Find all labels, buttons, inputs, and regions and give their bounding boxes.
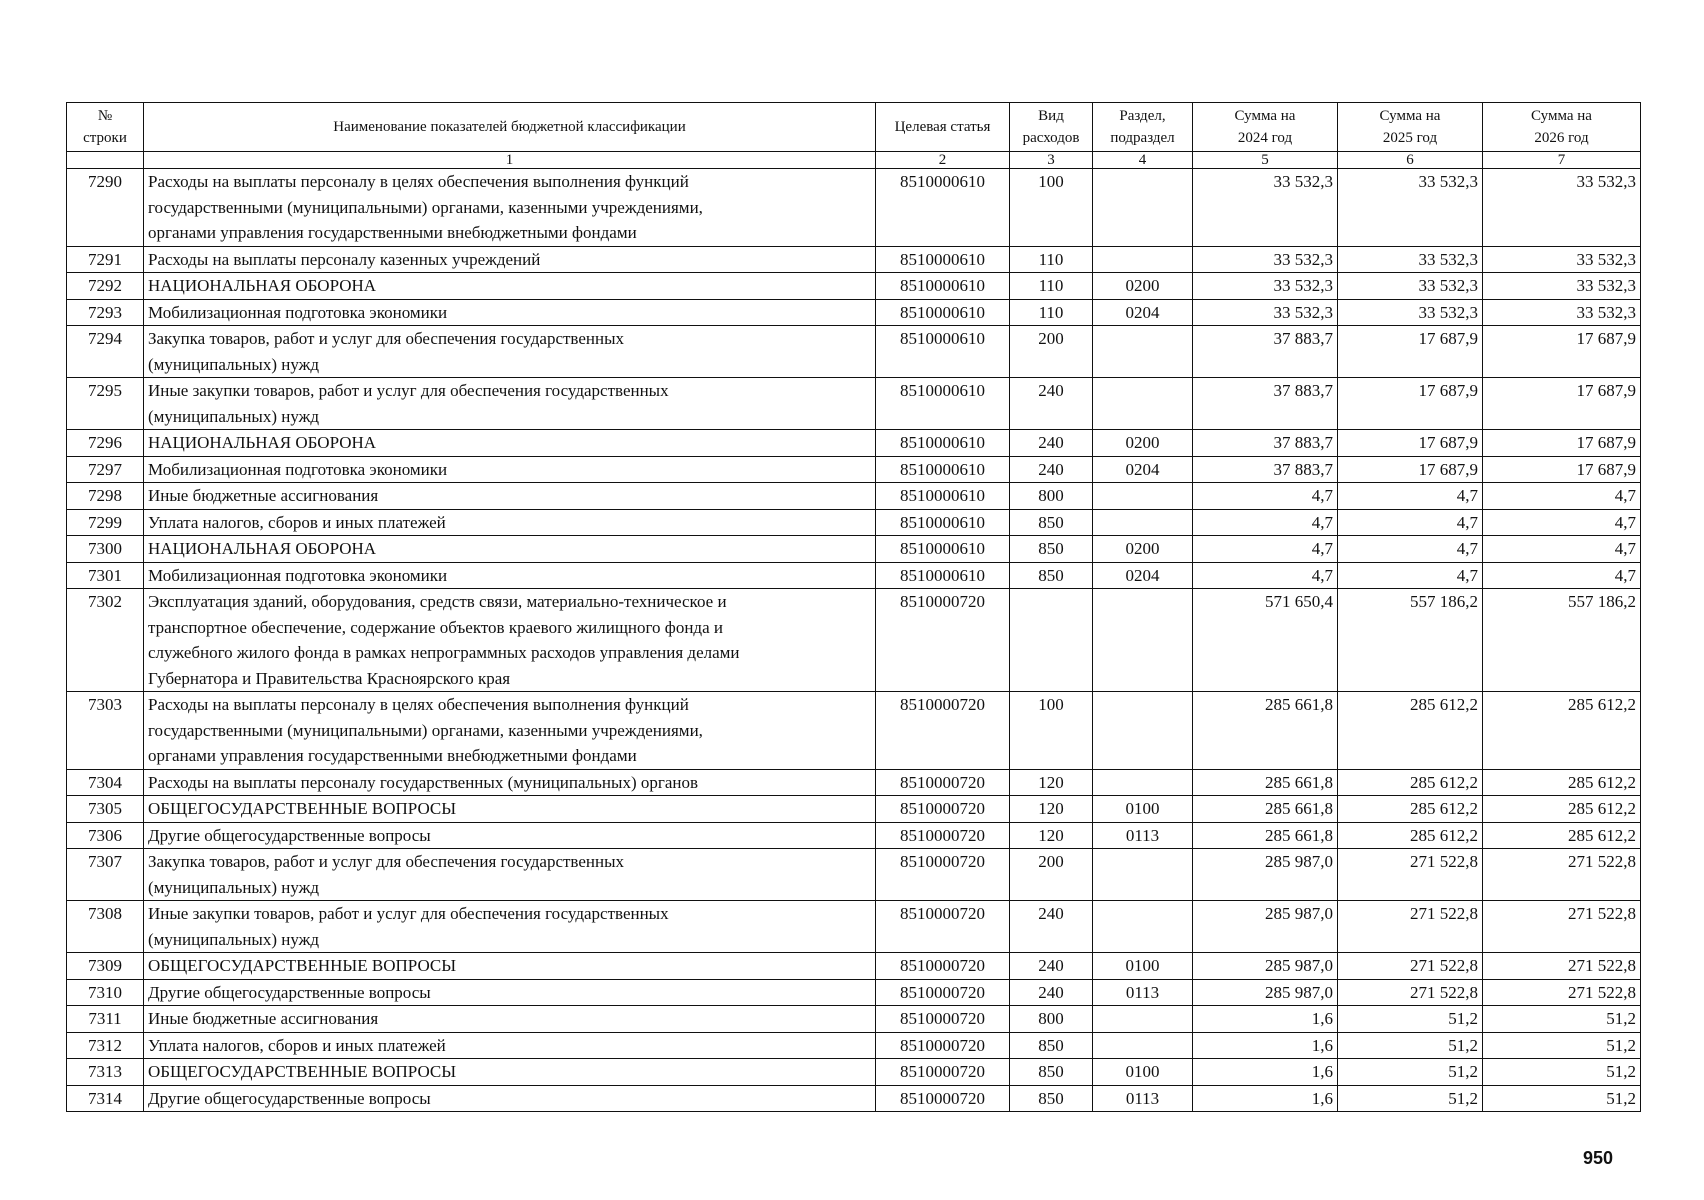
header-sum-2025 xyxy=(1338,103,1483,152)
amount-2026: 285 612,2 xyxy=(1483,796,1641,823)
column-number: 6 xyxy=(1338,152,1483,169)
target-article: 8510000610 xyxy=(876,246,1010,273)
row-number: 7307 xyxy=(67,849,144,901)
target-article: 8510000720 xyxy=(876,849,1010,901)
target-article: 8510000720 xyxy=(876,1006,1010,1033)
amount-2026: 33 532,3 xyxy=(1483,169,1641,247)
amount-2026: 285 612,2 xyxy=(1483,692,1641,770)
column-number: 7 xyxy=(1483,152,1641,169)
target-article: 8510000610 xyxy=(876,299,1010,326)
amount-2025: 51,2 xyxy=(1338,1059,1483,1086)
row-number: 7304 xyxy=(67,769,144,796)
row-number: 7298 xyxy=(67,483,144,510)
expense-type: 850 xyxy=(1010,1032,1093,1059)
expense-type: 120 xyxy=(1010,769,1093,796)
indicator-name: Расходы на выплаты персоналу государственных (муниципальных) органов xyxy=(144,769,876,796)
amount-2024: 285 987,0 xyxy=(1193,849,1338,901)
amount-2025: 271 522,8 xyxy=(1338,849,1483,901)
amount-2025: 33 532,3 xyxy=(1338,273,1483,300)
amount-2026: 4,7 xyxy=(1483,509,1641,536)
indicator-name: Уплата налогов, сборов и иных платежей xyxy=(144,509,876,536)
table-row xyxy=(67,1032,1641,1059)
amount-2025: 33 532,3 xyxy=(1338,246,1483,273)
table-row xyxy=(67,509,1641,536)
amount-2024: 37 883,7 xyxy=(1193,430,1338,457)
table-row xyxy=(67,589,1641,692)
amount-2024: 285 987,0 xyxy=(1193,979,1338,1006)
expense-type: 110 xyxy=(1010,299,1093,326)
amount-2025: 4,7 xyxy=(1338,509,1483,536)
target-article: 8510000720 xyxy=(876,901,1010,953)
header-expense-type xyxy=(1010,103,1093,152)
section-code: 0100 xyxy=(1093,953,1193,980)
column-number xyxy=(67,152,144,169)
target-article: 8510000610 xyxy=(876,326,1010,378)
table-row xyxy=(67,430,1641,457)
amount-2025: 271 522,8 xyxy=(1338,901,1483,953)
amount-2024: 37 883,7 xyxy=(1193,456,1338,483)
indicator-name: Другие общегосударственные вопросы xyxy=(144,822,876,849)
indicator-name: Иные закупки товаров, работ и услуг для обеспечения государственных (муниципальных) нужд xyxy=(144,901,876,953)
indicator-name: Мобилизационная подготовка экономики xyxy=(144,456,876,483)
amount-2024: 4,7 xyxy=(1193,562,1338,589)
column-number: 1 xyxy=(144,152,876,169)
header-expense-type-text: Вид расходов xyxy=(1022,108,1080,146)
table-row xyxy=(67,769,1641,796)
row-number: 7292 xyxy=(67,273,144,300)
row-number: 7294 xyxy=(67,326,144,378)
indicator-name: Закупка товаров, работ и услуг для обеспечения государственных (муниципальных) нужд xyxy=(144,849,876,901)
indicator-name: Иные бюджетные ассигнования xyxy=(144,483,876,510)
expense-type: 240 xyxy=(1010,901,1093,953)
expense-type: 110 xyxy=(1010,246,1093,273)
table-row xyxy=(67,1059,1641,1086)
section-code: 0200 xyxy=(1093,273,1193,300)
amount-2024: 571 650,4 xyxy=(1193,589,1338,692)
target-article: 8510000610 xyxy=(876,273,1010,300)
header-sum-2024 xyxy=(1193,103,1338,152)
indicator-name: Мобилизационная подготовка экономики xyxy=(144,562,876,589)
column-number-row xyxy=(67,152,1641,169)
amount-2025: 557 186,2 xyxy=(1338,589,1483,692)
target-article: 8510000720 xyxy=(876,692,1010,770)
amount-2024: 285 661,8 xyxy=(1193,692,1338,770)
table-row xyxy=(67,901,1641,953)
amount-2025: 17 687,9 xyxy=(1338,456,1483,483)
indicator-name: Расходы на выплаты персоналу в целях обеспечения выполнения функций государственными (муниципальными) органами, казенными учреждениями, органами управления государственными внебюджетными фондами xyxy=(144,692,876,770)
column-number: 2 xyxy=(876,152,1010,169)
section-code xyxy=(1093,326,1193,378)
section-code xyxy=(1093,246,1193,273)
table-row xyxy=(67,562,1641,589)
amount-2024: 285 987,0 xyxy=(1193,901,1338,953)
header-row-number xyxy=(67,103,144,152)
expense-type: 240 xyxy=(1010,378,1093,430)
header-row xyxy=(67,103,1641,152)
row-number: 7312 xyxy=(67,1032,144,1059)
target-article: 8510000720 xyxy=(876,589,1010,692)
amount-2026: 51,2 xyxy=(1483,1006,1641,1033)
row-number: 7300 xyxy=(67,536,144,563)
table-row xyxy=(67,456,1641,483)
expense-type: 100 xyxy=(1010,692,1093,770)
indicator-name: Закупка товаров, работ и услуг для обеспечения государственных (муниципальных) нужд xyxy=(144,326,876,378)
expense-type: 800 xyxy=(1010,483,1093,510)
column-number: 5 xyxy=(1193,152,1338,169)
expense-type: 100 xyxy=(1010,169,1093,247)
target-article: 8510000720 xyxy=(876,979,1010,1006)
amount-2025: 4,7 xyxy=(1338,562,1483,589)
row-number: 7302 xyxy=(67,589,144,692)
amount-2024: 285 661,8 xyxy=(1193,769,1338,796)
indicator-name: НАЦИОНАЛЬНАЯ ОБОРОНА xyxy=(144,273,876,300)
table-row xyxy=(67,378,1641,430)
amount-2026: 271 522,8 xyxy=(1483,953,1641,980)
row-number: 7311 xyxy=(67,1006,144,1033)
expense-type: 120 xyxy=(1010,822,1093,849)
section-code xyxy=(1093,901,1193,953)
table-row xyxy=(67,979,1641,1006)
row-number: 7309 xyxy=(67,953,144,980)
amount-2025: 51,2 xyxy=(1338,1006,1483,1033)
expense-type: 200 xyxy=(1010,326,1093,378)
amount-2025: 4,7 xyxy=(1338,536,1483,563)
amount-2026: 17 687,9 xyxy=(1483,430,1641,457)
amount-2024: 1,6 xyxy=(1193,1032,1338,1059)
section-code: 0100 xyxy=(1093,1059,1193,1086)
table-row xyxy=(67,246,1641,273)
row-number: 7303 xyxy=(67,692,144,770)
target-article: 8510000610 xyxy=(876,430,1010,457)
header-sum-2025-text: Сумма на 2025 год xyxy=(1379,108,1441,146)
amount-2025: 285 612,2 xyxy=(1338,822,1483,849)
amount-2026: 33 532,3 xyxy=(1483,273,1641,300)
header-section xyxy=(1093,103,1193,152)
section-code xyxy=(1093,509,1193,536)
row-number: 7299 xyxy=(67,509,144,536)
target-article: 8510000720 xyxy=(876,1085,1010,1112)
amount-2026: 4,7 xyxy=(1483,562,1641,589)
table-row xyxy=(67,822,1641,849)
amount-2026: 4,7 xyxy=(1483,483,1641,510)
indicator-name: Иные бюджетные ассигнования xyxy=(144,1006,876,1033)
section-code xyxy=(1093,483,1193,510)
section-code xyxy=(1093,589,1193,692)
target-article: 8510000610 xyxy=(876,378,1010,430)
indicator-name: Расходы на выплаты персоналу казенных учреждений xyxy=(144,246,876,273)
row-number: 7297 xyxy=(67,456,144,483)
amount-2026: 17 687,9 xyxy=(1483,456,1641,483)
section-code: 0200 xyxy=(1093,536,1193,563)
amount-2024: 4,7 xyxy=(1193,536,1338,563)
amount-2025: 271 522,8 xyxy=(1338,953,1483,980)
amount-2026: 17 687,9 xyxy=(1483,378,1641,430)
indicator-name: Уплата налогов, сборов и иных платежей xyxy=(144,1032,876,1059)
amount-2025: 33 532,3 xyxy=(1338,299,1483,326)
indicator-name: Мобилизационная подготовка экономики xyxy=(144,299,876,326)
table-row xyxy=(67,849,1641,901)
header-target-article xyxy=(876,103,1010,152)
expense-type: 850 xyxy=(1010,536,1093,563)
amount-2026: 51,2 xyxy=(1483,1085,1641,1112)
amount-2025: 51,2 xyxy=(1338,1032,1483,1059)
header-sum-2024-text: Сумма на 2024 год xyxy=(1234,108,1296,146)
expense-type: 240 xyxy=(1010,430,1093,457)
section-code: 0113 xyxy=(1093,979,1193,1006)
amount-2025: 17 687,9 xyxy=(1338,430,1483,457)
section-code: 0113 xyxy=(1093,822,1193,849)
target-article: 8510000610 xyxy=(876,536,1010,563)
row-number: 7314 xyxy=(67,1085,144,1112)
amount-2025: 4,7 xyxy=(1338,483,1483,510)
expense-type: 850 xyxy=(1010,509,1093,536)
amount-2024: 4,7 xyxy=(1193,483,1338,510)
indicator-name: НАЦИОНАЛЬНАЯ ОБОРОНА xyxy=(144,536,876,563)
row-number: 7308 xyxy=(67,901,144,953)
table-body xyxy=(67,169,1641,1112)
table-row xyxy=(67,326,1641,378)
section-code xyxy=(1093,1032,1193,1059)
section-code: 0113 xyxy=(1093,1085,1193,1112)
section-code xyxy=(1093,378,1193,430)
target-article: 8510000610 xyxy=(876,456,1010,483)
expense-type: 850 xyxy=(1010,562,1093,589)
amount-2026: 271 522,8 xyxy=(1483,979,1641,1006)
header-sum-2026-text: Сумма на 2026 год xyxy=(1531,108,1592,146)
amount-2024: 37 883,7 xyxy=(1193,378,1338,430)
amount-2026: 285 612,2 xyxy=(1483,822,1641,849)
indicator-name: ОБЩЕГОСУДАРСТВЕННЫЕ ВОПРОСЫ xyxy=(144,953,876,980)
expense-type xyxy=(1010,589,1093,692)
amount-2026: 51,2 xyxy=(1483,1032,1641,1059)
amount-2025: 285 612,2 xyxy=(1338,769,1483,796)
target-article: 8510000610 xyxy=(876,483,1010,510)
page-number: 950 xyxy=(1583,1148,1614,1168)
amount-2026: 33 532,3 xyxy=(1483,299,1641,326)
target-article: 8510000610 xyxy=(876,169,1010,247)
amount-2024: 285 661,8 xyxy=(1193,796,1338,823)
row-number: 7305 xyxy=(67,796,144,823)
expense-type: 240 xyxy=(1010,979,1093,1006)
amount-2024: 285 661,8 xyxy=(1193,822,1338,849)
table-row xyxy=(67,273,1641,300)
section-code: 0204 xyxy=(1093,562,1193,589)
header-row-number-text: № строки xyxy=(83,108,127,146)
amount-2026: 271 522,8 xyxy=(1483,901,1641,953)
amount-2026: 285 612,2 xyxy=(1483,769,1641,796)
amount-2025: 285 612,2 xyxy=(1338,692,1483,770)
amount-2026: 17 687,9 xyxy=(1483,326,1641,378)
amount-2026: 33 532,3 xyxy=(1483,246,1641,273)
row-number: 7290 xyxy=(67,169,144,247)
header-name xyxy=(144,103,876,152)
target-article: 8510000610 xyxy=(876,509,1010,536)
column-number: 3 xyxy=(1010,152,1093,169)
indicator-name: Другие общегосударственные вопросы xyxy=(144,1085,876,1112)
table-row xyxy=(67,169,1641,247)
header-name-text: Наименование показателей бюджетной классификации xyxy=(333,119,686,135)
amount-2026: 51,2 xyxy=(1483,1059,1641,1086)
table-row xyxy=(67,536,1641,563)
row-number: 7310 xyxy=(67,979,144,1006)
header-sum-2026 xyxy=(1483,103,1641,152)
table-row xyxy=(67,796,1641,823)
table-row xyxy=(67,483,1641,510)
indicator-name: Иные закупки товаров, работ и услуг для обеспечения государственных (муниципальных) нужд xyxy=(144,378,876,430)
row-number: 7301 xyxy=(67,562,144,589)
expense-type: 200 xyxy=(1010,849,1093,901)
amount-2025: 271 522,8 xyxy=(1338,979,1483,1006)
amount-2024: 37 883,7 xyxy=(1193,326,1338,378)
target-article: 8510000720 xyxy=(876,769,1010,796)
expense-type: 240 xyxy=(1010,456,1093,483)
expense-type: 850 xyxy=(1010,1085,1093,1112)
indicator-name: ОБЩЕГОСУДАРСТВЕННЫЕ ВОПРОСЫ xyxy=(144,1059,876,1086)
target-article: 8510000720 xyxy=(876,1059,1010,1086)
amount-2024: 33 532,3 xyxy=(1193,169,1338,247)
expense-type: 850 xyxy=(1010,1059,1093,1086)
target-article: 8510000610 xyxy=(876,562,1010,589)
table-row xyxy=(67,299,1641,326)
budget-table xyxy=(66,102,1641,1112)
section-code xyxy=(1093,849,1193,901)
amount-2025: 51,2 xyxy=(1338,1085,1483,1112)
section-code xyxy=(1093,692,1193,770)
section-code xyxy=(1093,169,1193,247)
amount-2025: 285 612,2 xyxy=(1338,796,1483,823)
expense-type: 110 xyxy=(1010,273,1093,300)
indicator-name: Расходы на выплаты персоналу в целях обеспечения выполнения функций государственными (муниципальными) органами, казенными учреждениями, органами управления государственными внебюджетными фондами xyxy=(144,169,876,247)
indicator-name: НАЦИОНАЛЬНАЯ ОБОРОНА xyxy=(144,430,876,457)
amount-2024: 33 532,3 xyxy=(1193,299,1338,326)
amount-2024: 33 532,3 xyxy=(1193,273,1338,300)
indicator-name: Эксплуатация зданий, оборудования, средств связи, материально-техническое и транспортное обеспечение, содержание объектов краевого жилищного фонда и служебного жилого фонда в рамках непрограммных расходов управления делами Губернатора и Правительства Красноярского края xyxy=(144,589,876,692)
amount-2025: 17 687,9 xyxy=(1338,378,1483,430)
amount-2024: 1,6 xyxy=(1193,1006,1338,1033)
table-row xyxy=(67,1085,1641,1112)
header-section-text: Раздел, подраздел xyxy=(1110,108,1175,146)
amount-2024: 1,6 xyxy=(1193,1085,1338,1112)
row-number: 7306 xyxy=(67,822,144,849)
header-target-article-text: Целевая статья xyxy=(894,119,991,135)
section-code: 0204 xyxy=(1093,299,1193,326)
indicator-name: ОБЩЕГОСУДАРСТВЕННЫЕ ВОПРОСЫ xyxy=(144,796,876,823)
row-number: 7296 xyxy=(67,430,144,457)
table-row xyxy=(67,1006,1641,1033)
section-code xyxy=(1093,1006,1193,1033)
amount-2026: 4,7 xyxy=(1483,536,1641,563)
column-number: 4 xyxy=(1093,152,1193,169)
indicator-name: Другие общегосударственные вопросы xyxy=(144,979,876,1006)
expense-type: 240 xyxy=(1010,953,1093,980)
target-article: 8510000720 xyxy=(876,796,1010,823)
section-code: 0204 xyxy=(1093,456,1193,483)
row-number: 7291 xyxy=(67,246,144,273)
amount-2026: 557 186,2 xyxy=(1483,589,1641,692)
amount-2025: 17 687,9 xyxy=(1338,326,1483,378)
section-code: 0100 xyxy=(1093,796,1193,823)
table-row xyxy=(67,953,1641,980)
row-number: 7293 xyxy=(67,299,144,326)
expense-type: 800 xyxy=(1010,1006,1093,1033)
target-article: 8510000720 xyxy=(876,822,1010,849)
target-article: 8510000720 xyxy=(876,953,1010,980)
expense-type: 120 xyxy=(1010,796,1093,823)
row-number: 7295 xyxy=(67,378,144,430)
target-article: 8510000720 xyxy=(876,1032,1010,1059)
row-number: 7313 xyxy=(67,1059,144,1086)
section-code xyxy=(1093,769,1193,796)
section-code: 0200 xyxy=(1093,430,1193,457)
amount-2025: 33 532,3 xyxy=(1338,169,1483,247)
table-row xyxy=(67,692,1641,770)
amount-2024: 1,6 xyxy=(1193,1059,1338,1086)
amount-2024: 285 987,0 xyxy=(1193,953,1338,980)
amount-2026: 271 522,8 xyxy=(1483,849,1641,901)
amount-2024: 33 532,3 xyxy=(1193,246,1338,273)
amount-2024: 4,7 xyxy=(1193,509,1338,536)
